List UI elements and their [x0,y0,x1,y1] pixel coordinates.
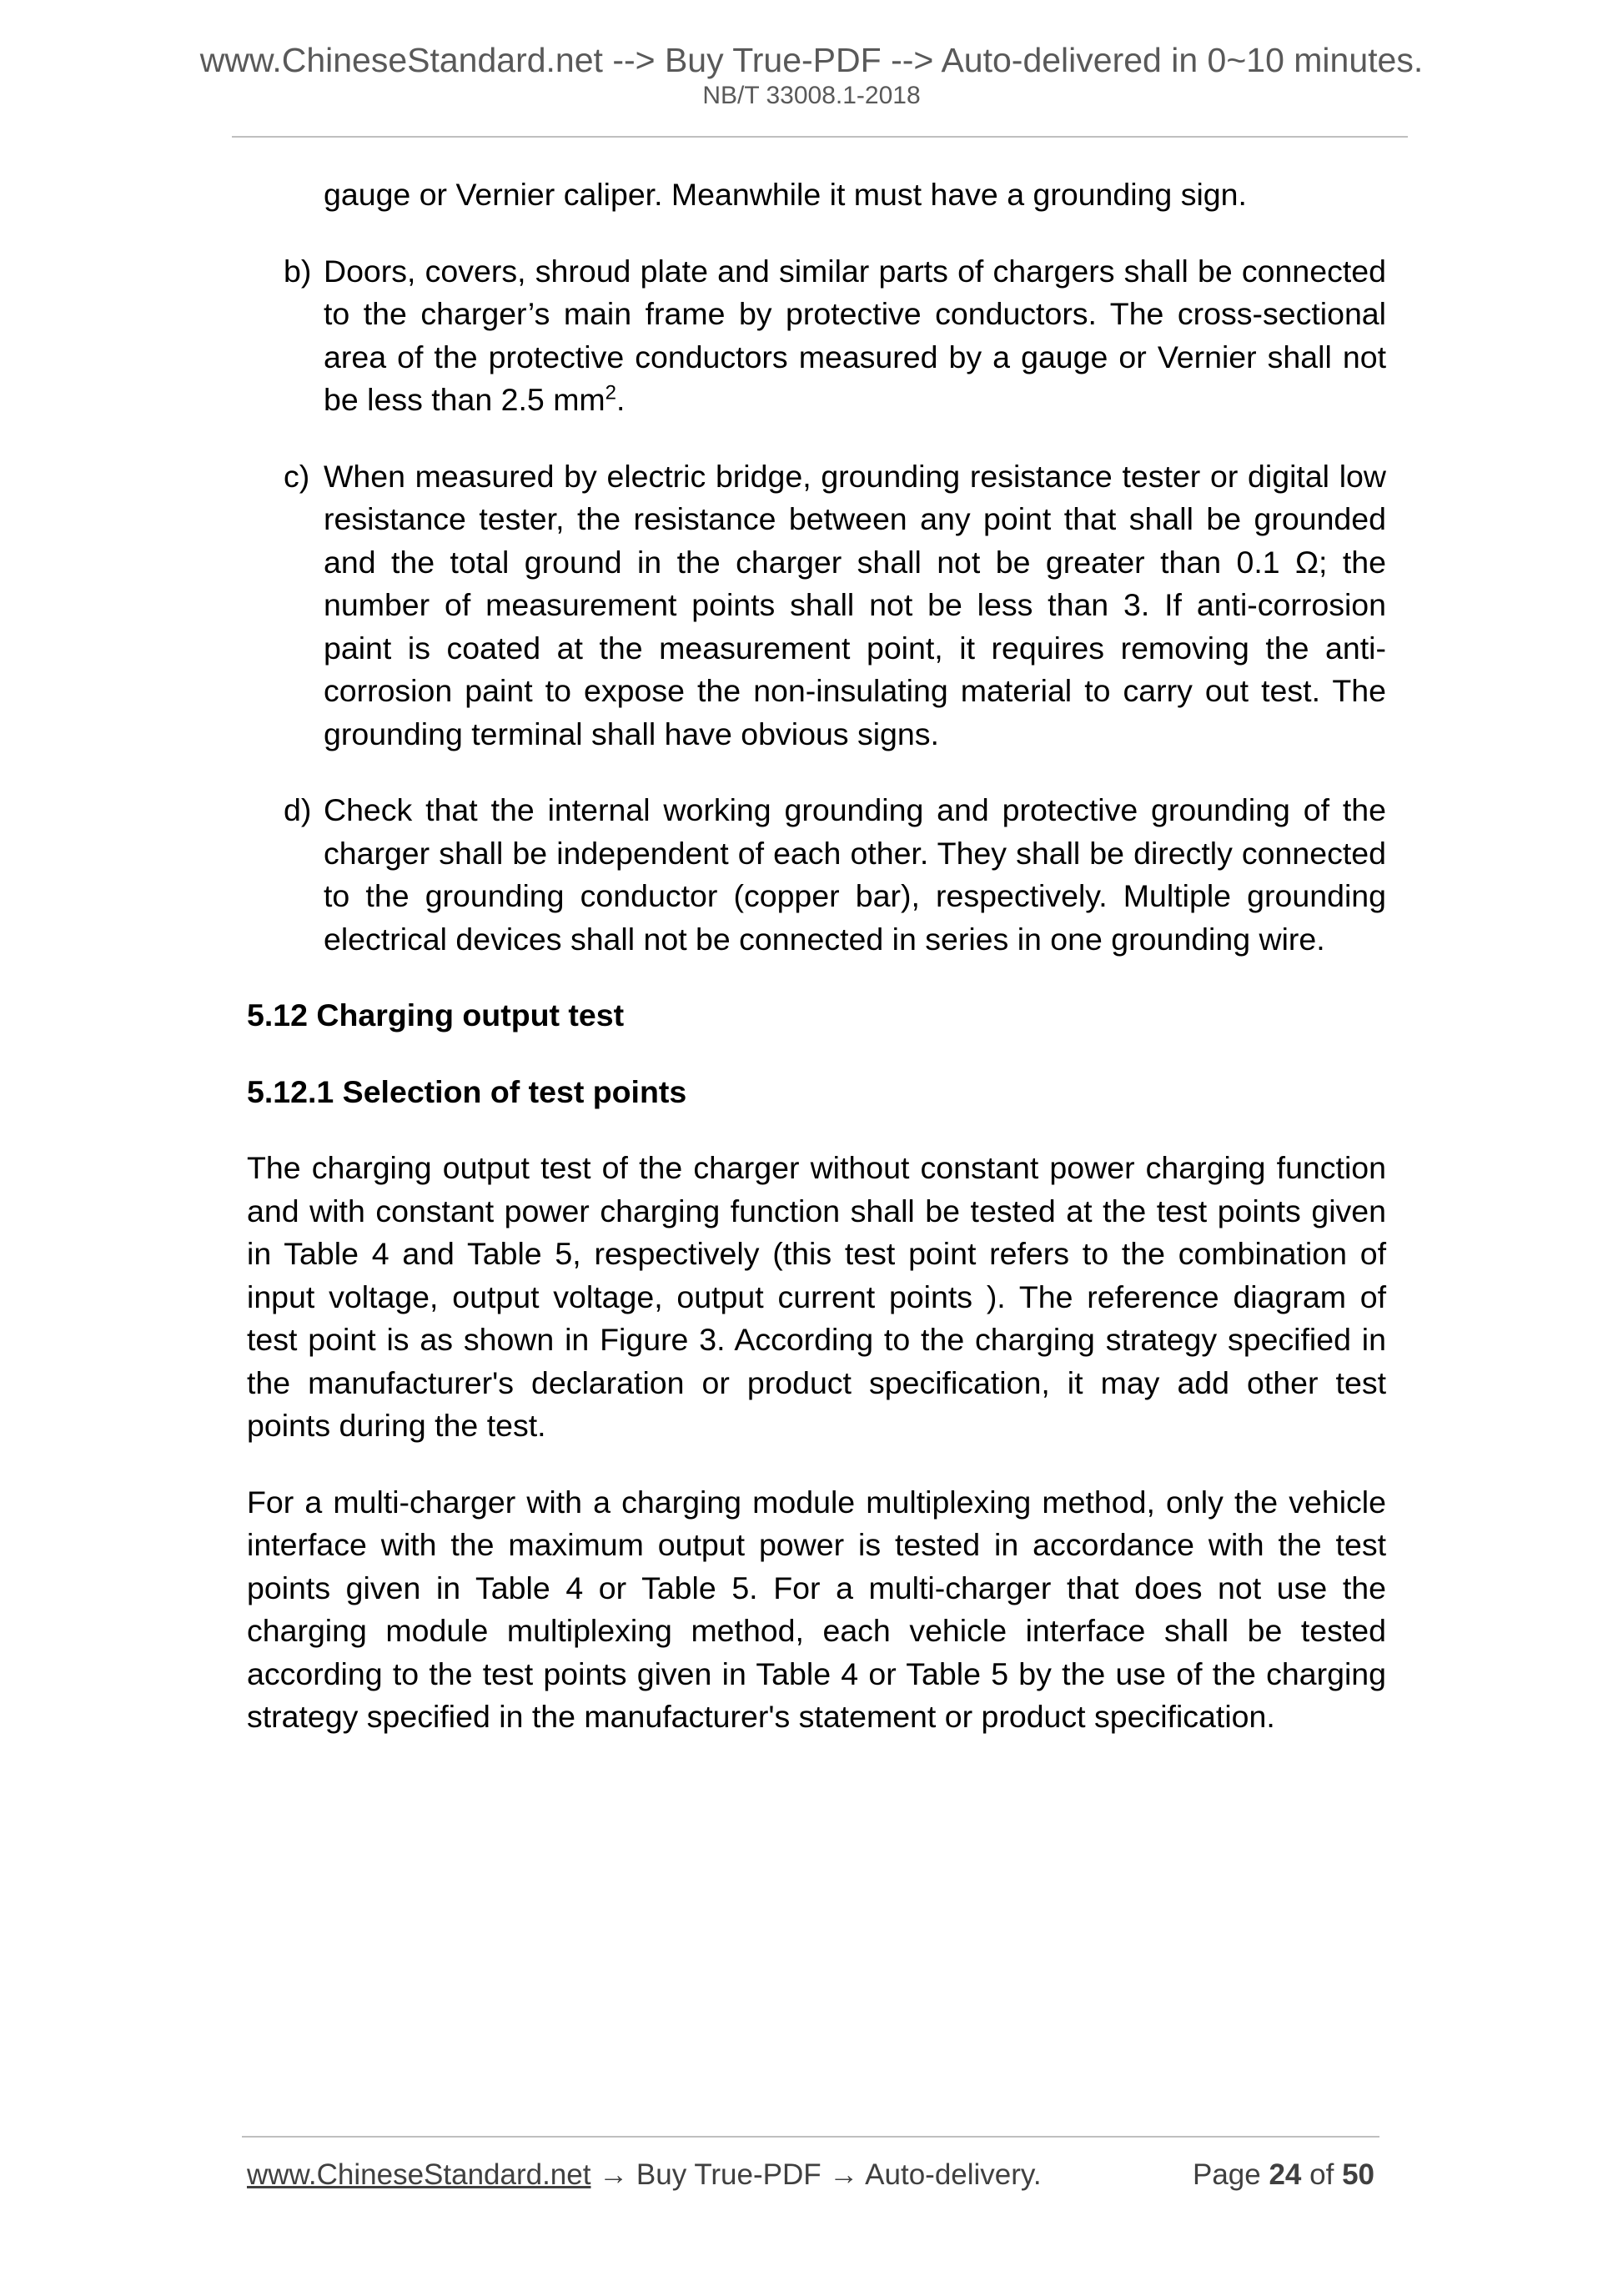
list-item-b [247,250,1386,422]
page-label: Page [1192,2158,1261,2191]
document-body [247,173,1386,1739]
footer-divider [242,2136,1379,2138]
footer-tagline: → Buy True-PDF → Auto-delivery. [590,2158,1042,2191]
of-label: of [1309,2158,1334,2191]
list-item-text: When measured by electric bridge, grounding resistance tester or digital low resistance tester, the resistance between any point that shall be grounded and the total ground in the charger shall not be greater than 0.1 Ω; the number of measurement points shall not be less than 3. If anti-corrosion paint is coated at the measurement point, it requires removing the anti-corrosion paint to expose the non-insulating material to carry out test. The grounding terminal shall have obvious signs. [324,458,1386,751]
page-number: 24 [1269,2158,1302,2191]
list-item-text: Doors, covers, shroud plate and similar parts of chargers shall be connected to the charger’s main frame by protective conductors. The cross-sectional area of the protective conductors measured by a gauge or Vernier shall not be less than 2.5 mm [324,253,1386,417]
header-banner: www.ChineseStandard.net --> Buy True-PDF --> Auto-delivered in 0~10 minutes. [199,41,1424,79]
page-indicator [1193,2160,1374,2189]
superscript: 2 [605,381,617,404]
paragraph-1: The charging output test of the charger without constant power charging function and with constant power charging function shall be tested at the test points given in Table 4 and Table 5, respectively (this test point refers to the combination of input voltage, output voltage, output current points ). The reference diagram of test point is as shown in Figure 3. According to the charging strategy specified in the manufacturer's declaration or product specification, it may add other test points during the test. [247,1150,1386,1443]
list-item-d [247,789,1386,961]
list-item-tail: . [616,382,626,417]
header-divider [232,136,1408,138]
continuation-text: gauge or Vernier caliper. Meanwhile it must have a grounding sign. [324,177,1247,212]
footer-link[interactable]: www.ChineseStandard.net [247,2158,591,2191]
list-item-label: b) [284,253,312,289]
list-item-text: Check that the internal working grounding and protective grounding of the charger shall be independent of each other. They shall be directly connected to the grounding conductor (copper bar), respectively. Multiple grounding electrical devices shall not be connected in series in one grounding wire. [324,792,1386,957]
footer-left [247,2160,1042,2189]
list-item-c [247,455,1386,756]
list-item-label: c) [284,458,310,494]
section-heading-5-12-1: 5.12.1 Selection of test points [247,1073,687,1109]
paragraph-2: For a multi-charger with a charging module multiplexing method, only the vehicle interface with the maximum output power is tested in accordance with the test points given in Table 4 or Table 5. For a multi-charger that does not use the charging module multiplexing method, each vehicle interface shall be tested according to the test points given in Table 4 or Table 5 by the use of the charging strategy specified in the manufacturer's statement or product specification. [247,1484,1386,1734]
list-item-label: d) [284,792,312,827]
standard-number: NB/T 33008.1-2018 [702,82,921,109]
page-total: 50 [1342,2158,1374,2191]
section-heading-5-12: 5.12 Charging output test [247,997,625,1032]
